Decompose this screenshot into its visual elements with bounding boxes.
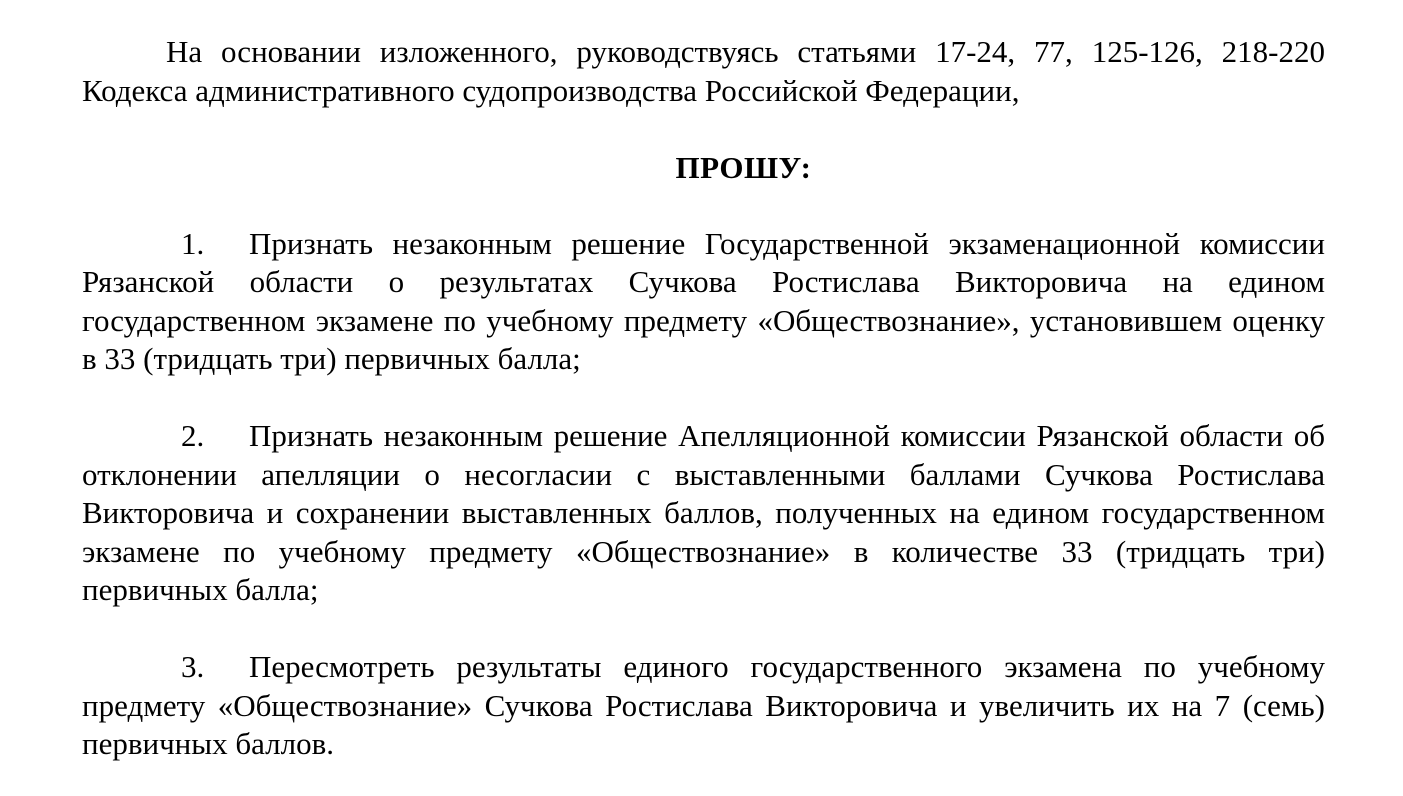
item-text: Признать незаконным решение Государственной экзаменационной комиссии Рязанской области о результатах Сучкова Ростислава Викторовича на едином государственном экзамене по учебному предмету «Обществознание», установившем оценку в 33 (тридцать три) первичных балла; [82,225,1325,376]
document-page [82,33,1325,764]
request-item-2 [82,417,1325,610]
item-text: Пересмотреть результаты единого государственного экзамена по учебному предмету «Обществознание» Сучкова Ростислава Викторовича и увеличить их на 7 (семь) первичных баллов. [82,649,1325,761]
request-item-1 [82,225,1325,379]
item-number: 1. [181,225,205,261]
request-item-3 [82,648,1325,764]
intro-paragraph: На основании изложенного, руководствуясь статьями 17-24, 77, 125-126, 218-220 Кодекса административного судопроизводства Российской Федерации, [82,34,1325,108]
item-text: Признать незаконным решение Апелляционной комиссии Рязанской области об отклонении апелляции о несогласии с выставленными баллами Сучкова Ростислава Викторовича и сохранении выставленных баллов, полученных на едином государственном экзамене по учебному предмету «Обществознание» в количестве 33 (тридцать три) первичных балла; [82,418,1325,607]
item-number: 3. [181,649,205,684]
request-heading: ПРОШУ: [675,150,812,185]
item-number: 2. [181,418,205,453]
